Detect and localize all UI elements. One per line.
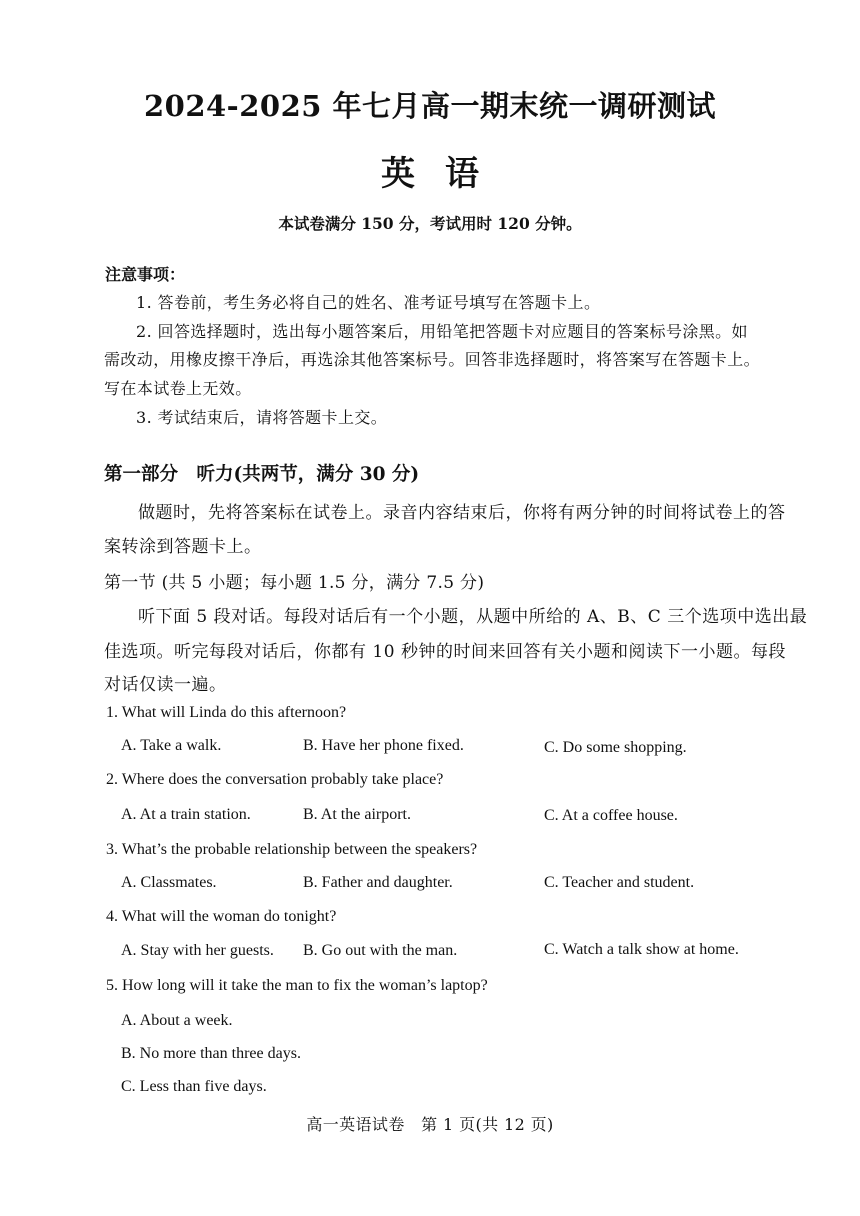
question-4-option-b: B. Go out with the man. xyxy=(303,942,458,959)
subject-title: 英语 xyxy=(381,154,509,194)
question-5-option-a: A. About a week. xyxy=(121,1012,233,1029)
question-1-option-b: B. Have her phone fixed. xyxy=(303,737,464,754)
section1-intro-line: 听下面 5 段对话。每段对话后有一个小题，从题中所给的 A、B、C 三个选项中选出最 xyxy=(138,607,808,627)
question-3-option-b: B. Father and daughter. xyxy=(303,874,453,891)
question-3-option-c: C. Teacher and student. xyxy=(544,874,695,891)
question-2-option-a: A. At a train station. xyxy=(121,806,251,823)
question-1-option-c: C. Do some shopping. xyxy=(544,739,687,756)
note-line: 1. 答卷前，考生务必将自己的姓名、准考证号填写在答题卡上。 xyxy=(136,293,601,312)
part1-intro-line: 案转涂到答题卡上。 xyxy=(104,537,262,557)
exam-title: 2024-2025 年七月高一期末统一调研测试 xyxy=(143,89,717,123)
note-line: 写在本试卷上无效。 xyxy=(104,379,252,398)
question-2: 2. Where does the conversation probably take place? xyxy=(106,771,444,788)
page-footer: 高一英语试卷 第 1 页(共 12 页) xyxy=(306,1115,554,1134)
question-5: 5. How long will it take the man to fix the woman’s laptop? xyxy=(106,977,488,994)
note-line: 3. 考试结束后，请将答题卡上交。 xyxy=(136,408,388,427)
note-line: 2. 回答选择题时，选出每小题答案后，用铅笔把答题卡对应题目的答案标号涂黑。如 xyxy=(136,322,748,341)
question-2-option-c: C. At a coffee house. xyxy=(544,807,678,824)
section1-heading: 第一节 (共 5 小题；每小题 1.5 分，满分 7.5 分) xyxy=(104,573,485,593)
question-4-option-a: A. Stay with her guests. xyxy=(121,942,274,959)
question-3: 3. What’s the probable relationship between the speakers? xyxy=(106,841,478,858)
question-4-option-c: C. Watch a talk show at home. xyxy=(544,941,739,958)
exam-info: 本试卷满分 150 分，考试用时 120 分钟。 xyxy=(278,214,582,233)
part1-intro-line: 做题时，先将答案标在试卷上。录音内容结束后，你将有两分钟的时间将试卷上的答 xyxy=(138,503,786,523)
question-4: 4. What will the woman do tonight? xyxy=(106,908,337,925)
notes-heading: 注意事项： xyxy=(105,265,186,284)
question-5-option-b: B. No more than three days. xyxy=(121,1045,301,1062)
question-5-option-c: C. Less than five days. xyxy=(121,1078,267,1095)
question-2-option-b: B. At the airport. xyxy=(303,806,411,823)
section1-intro-line: 对话仅读一遍。 xyxy=(104,675,227,695)
question-1: 1. What will Linda do this afternoon? xyxy=(106,704,347,721)
question-3-option-a: A. Classmates. xyxy=(121,874,217,891)
question-1-option-a: A. Take a walk. xyxy=(121,737,222,754)
part1-heading: 第一部分 听力(共两节，满分 30 分) xyxy=(104,464,420,485)
note-line: 需改动，用橡皮擦干净后，再选涂其他答案标号。回答非选择题时，将答案写在答题卡上。 xyxy=(104,350,761,369)
section1-intro-line: 佳选项。听完每段对话后，你都有 10 秒钟的时间来回答有关小题和阅读下一小题。每段 xyxy=(104,642,786,662)
